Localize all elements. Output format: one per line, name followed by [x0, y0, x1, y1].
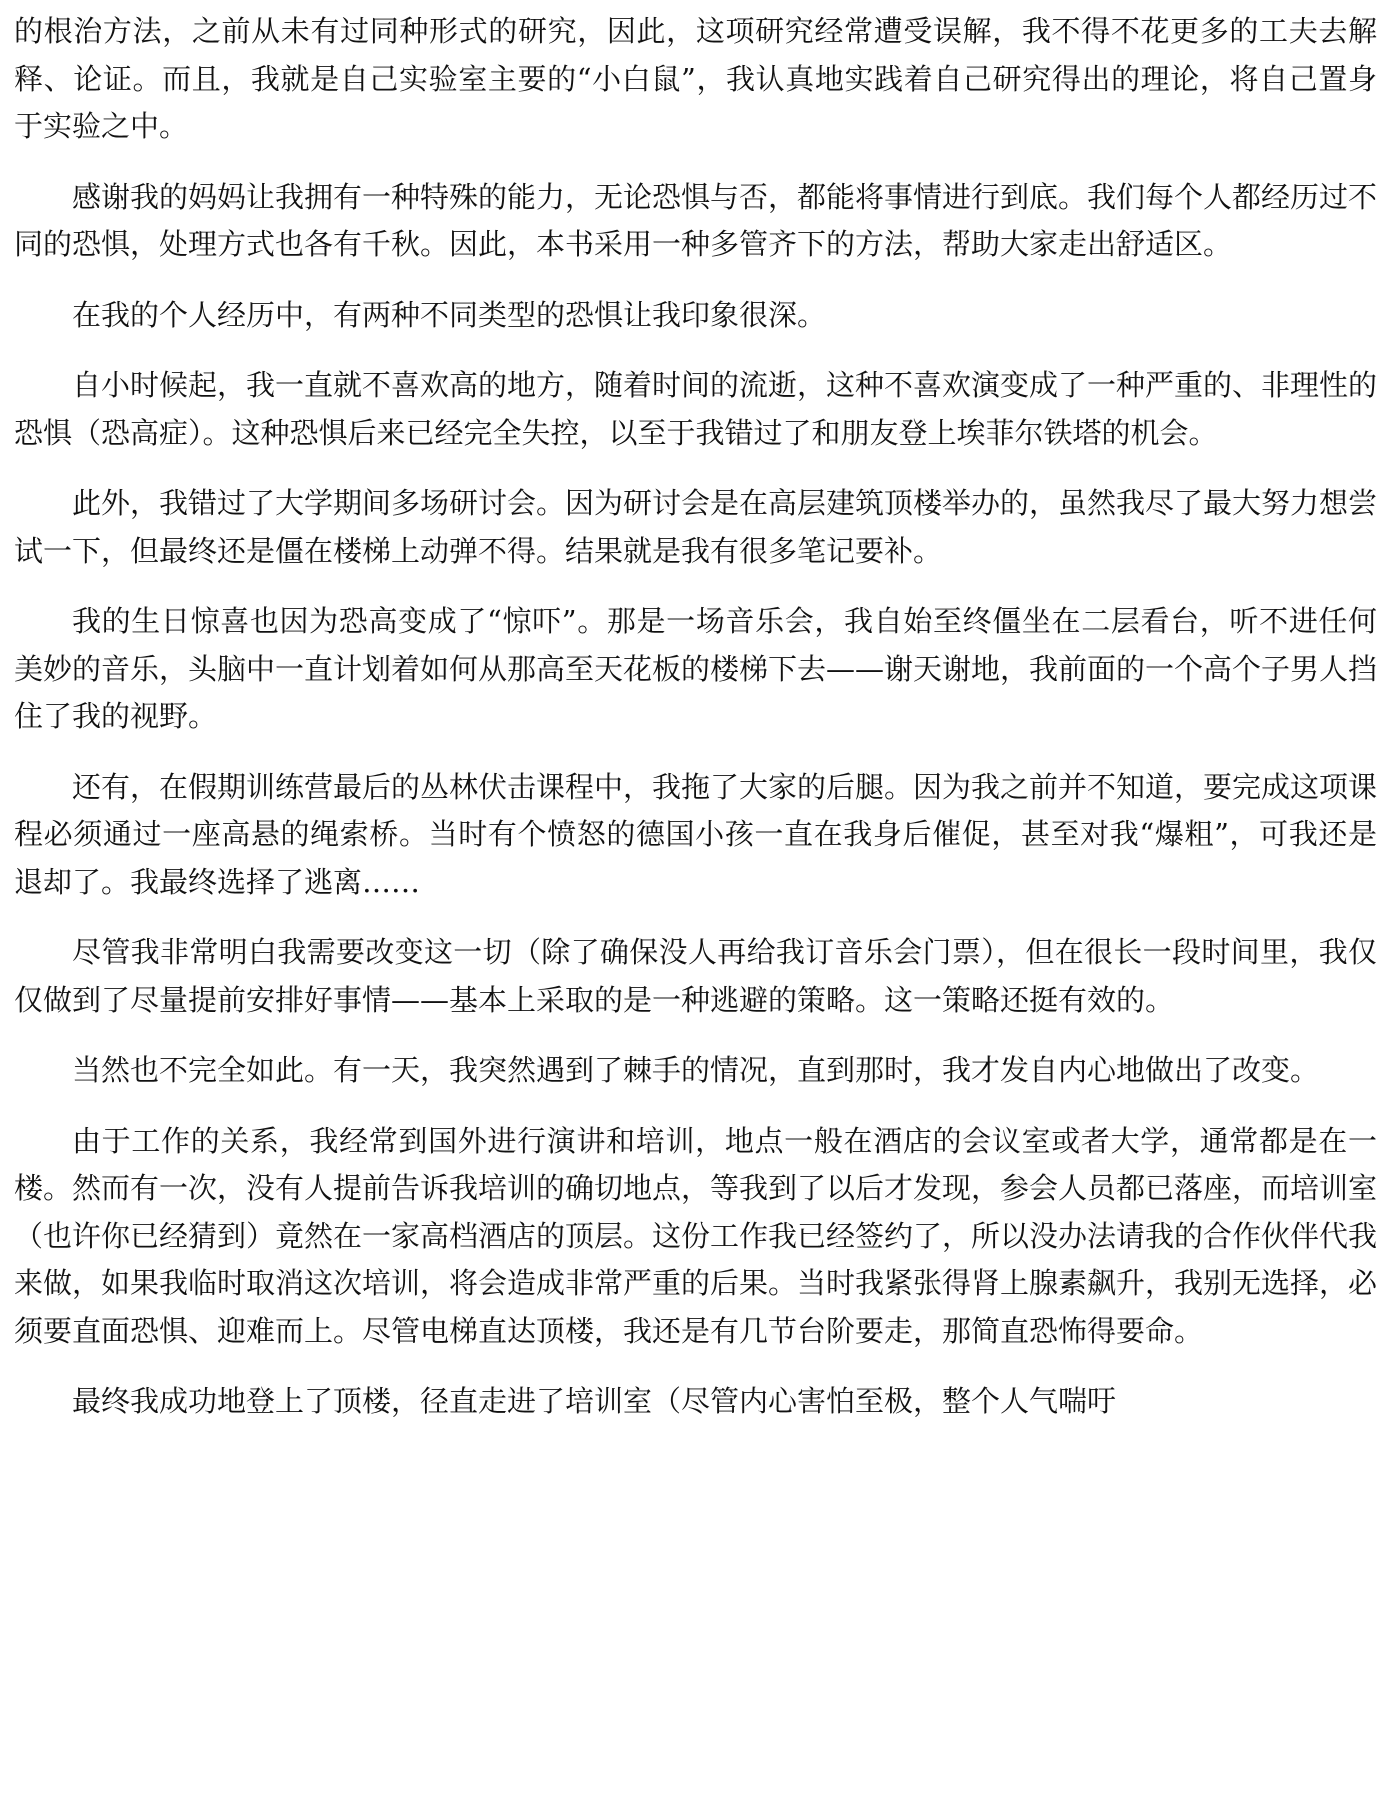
paragraph: 我的生日惊喜也因为恐高变成了“惊吓”。那是一场音乐会，我自始至终僵坐在二层看台，听不进任何美妙的音乐，头脑中一直计划着如何从那高至天花板的楼梯下去——谢天谢地，我前面的一个高个子男人挡住了我的视野。 — [14, 604, 1378, 733]
paragraph: 尽管我非常明白我需要改变这一切（除了确保没人再给我订音乐会门票），但在很长一段时间里，我仅仅做到了尽量提前安排好事情——基本上采取的是一种逃避的策略。这一策略还挺有效的。 — [14, 935, 1377, 1017]
paragraph: 最终我成功地登上了顶楼，径直走进了培训室（尽管内心害怕至极，整个人气喘吁 — [72, 1384, 1117, 1418]
paragraph: 此外，我错过了大学期间多场研讨会。因为研讨会是在高层建筑顶楼举办的，虽然我尽了最大努力想尝试一下，但最终还是僵在楼梯上动弹不得。结果就是我有很多笔记要补。 — [14, 486, 1378, 568]
paragraph: 还有，在假期训练营最后的丛林伏击课程中，我拖了大家的后腿。因为我之前并不知道，要完成这项课程必须通过一座高悬的绳索桥。当时有个愤怒的德国小孩一直在我身后催促，甚至对我“爆粗”，可我还是退却了。我最终选择了逃离…… — [14, 769, 1378, 899]
paragraph: 当然也不完全如此。有一天，我突然遇到了棘手的情况，直到那时，我才发自内心地做出了改变。 — [72, 1053, 1320, 1087]
paragraph: 由于工作的关系，我经常到国外进行演讲和培训，地点一般在酒店的会议室或者大学，通常都是在一楼。然而有一次，没有人提前告诉我培训的确切地点，等我到了以后才发现，参会人员都已落座，而培训室（也许你已经猜到）竟然在一家高档酒店的顶层。这份工作我已经签约了，所以没办法请我的合作伙伴代我来做，如果我临时取消这次培训，将会造成非常严重的后果。当时我紧张得肾上腺素飙升，我别无选择，必须要直面恐惧、迎难而上。尽管电梯直达顶楼，我还是有几节台阶要走，那简直恐怖得要命。 — [14, 1123, 1378, 1348]
paragraph: 感谢我的妈妈让我拥有一种特殊的能力，无论恐惧与否，都能将事情进行到底。我们每个人都经历过不同的恐惧，处理方式也各有千秋。因此，本书采用一种多管齐下的方法，帮助大家走出舒适区。 — [14, 179, 1378, 261]
paragraph: 在我的个人经历中，有两种不同类型的恐惧让我印象很深。 — [72, 297, 827, 332]
paragraph: 自小时候起，我一直就不喜欢高的地方，随着时间的流逝，这种不喜欢演变成了一种严重的、非理性的恐惧（恐高症）。这种恐惧后来已经完全失控，以至于我错过了和朋友登上埃菲尔铁塔的机会。 — [14, 368, 1378, 450]
paragraph-continuation: 的根治方法，之前从未有过同种形式的研究，因此，这项研究经常遭受误解，我不得不花更多的工夫去解释、论证。而且，我就是自己实验室主要的“小白鼠”，我认真地实践着自己研究得出的理论，将自己置身于实验之中。 — [14, 14, 1377, 143]
